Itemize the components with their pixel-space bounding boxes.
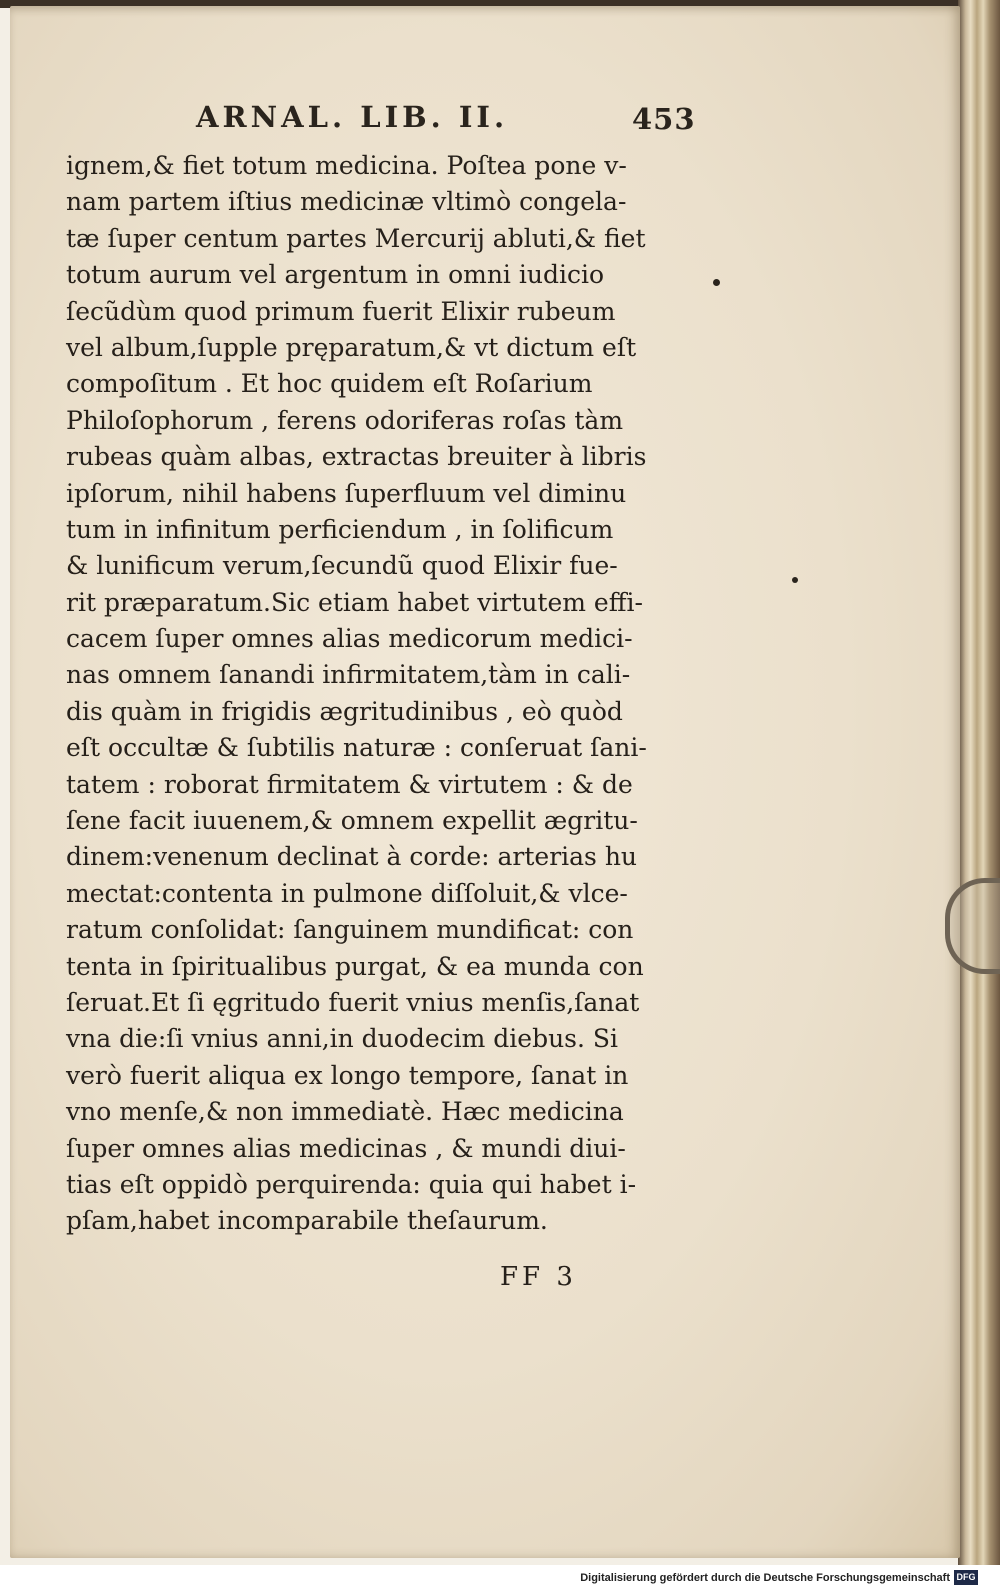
text-line: ſene facit iuuenem,& omnem expellit ægritu- [66,806,638,836]
text-line: tæ ſuper centum partes Mercurij abluti,& fiet [66,223,646,253]
text-line: nam partem iſtius medicinæ vltimò congela- [66,187,627,217]
text-line: ignem,& fiet totum medicina. Poſtea pone v- [66,151,627,180]
page-number: 453 [632,102,696,136]
text-line: rit præparatum.Sic etiam habet virtutem effi- [66,587,643,617]
text-line: ratum conſolidat: ſanguinem mundificat: con [66,915,634,945]
text-line: tatem : roborat firmitatem & virtutem : & de [66,769,633,799]
page-header [196,100,716,144]
text-line: cacem ſuper omnes alias medicorum medici- [66,624,633,654]
signature-mark: FF 3 [500,1262,577,1292]
book-fore-edge [958,0,1000,1565]
text-line: ſecũdùm quod primum fuerit Elixir rubeum [66,296,616,326]
text-line: vel album,ſupple pręparatum,& vt dictum eſt [66,332,637,362]
text-line: vna die:ſi vnius anni,in duodecim diebus. Si [66,1024,619,1054]
body-text [66,148,716,1240]
text-line: tias eſt oppidò perquirenda: quia qui habet i- [66,1169,637,1199]
text-line: vno menſe,& non immediatè. Hæc medicina [66,1097,624,1127]
text-line: ſeruat.Et ſi ęgritudo fuerit vnius menſis,ſanat [66,987,640,1017]
text-line: pſam,habet incomparabile theſaurum. [66,1206,548,1236]
text-line: dinem:venenum declinat à corde: arterias hu [66,842,638,872]
text-line: totum aurum vel argentum in omni iudicio [66,260,605,290]
footer-credit: Digitalisierung gefördert durch die Deutsche Forschungsgemeinschaft [580,1572,950,1584]
dfg-logo: DFG [954,1570,978,1585]
running-head: ARNAL. LIB. II. [196,100,509,134]
text-line: Philoſophorum , ferens odoriferas roſas tàm [66,405,624,435]
ink-speck [792,577,798,583]
text-line: dis quàm in frigidis ægritudinibus , eò quòd [66,696,623,726]
text-line: nas omnem ſanandi infirmitatem,tàm in cali- [66,660,631,690]
text-line: ſuper omnes alias medicinas , & mundi diui- [66,1133,626,1163]
text-line: mectat:contenta in pulmone diſſoluit,& vlce- [66,878,628,908]
text-line: & lunificum verum,ſecundũ quod Elixir fue- [66,551,618,581]
text-line: verò fuerit aliqua ex longo tempore, ſanat in [66,1060,629,1090]
text-line: ipſorum, nihil habens ſuperfluum vel diminu [66,478,627,508]
text-line: compoſitum . Et hoc quidem eſt Roſarium [66,369,593,399]
text-line: tum in infinitum perficiendum , in ſolificum [66,514,614,544]
text-line: rubeas quàm albas, extractas breuiter à libris [66,442,647,472]
text-line: eſt occultæ & ſubtilis naturæ : conſeruat ſani- [66,733,647,763]
ink-speck [713,279,720,286]
text-line: tenta in ſpiritualibus purgat, & ea munda con [66,951,644,981]
